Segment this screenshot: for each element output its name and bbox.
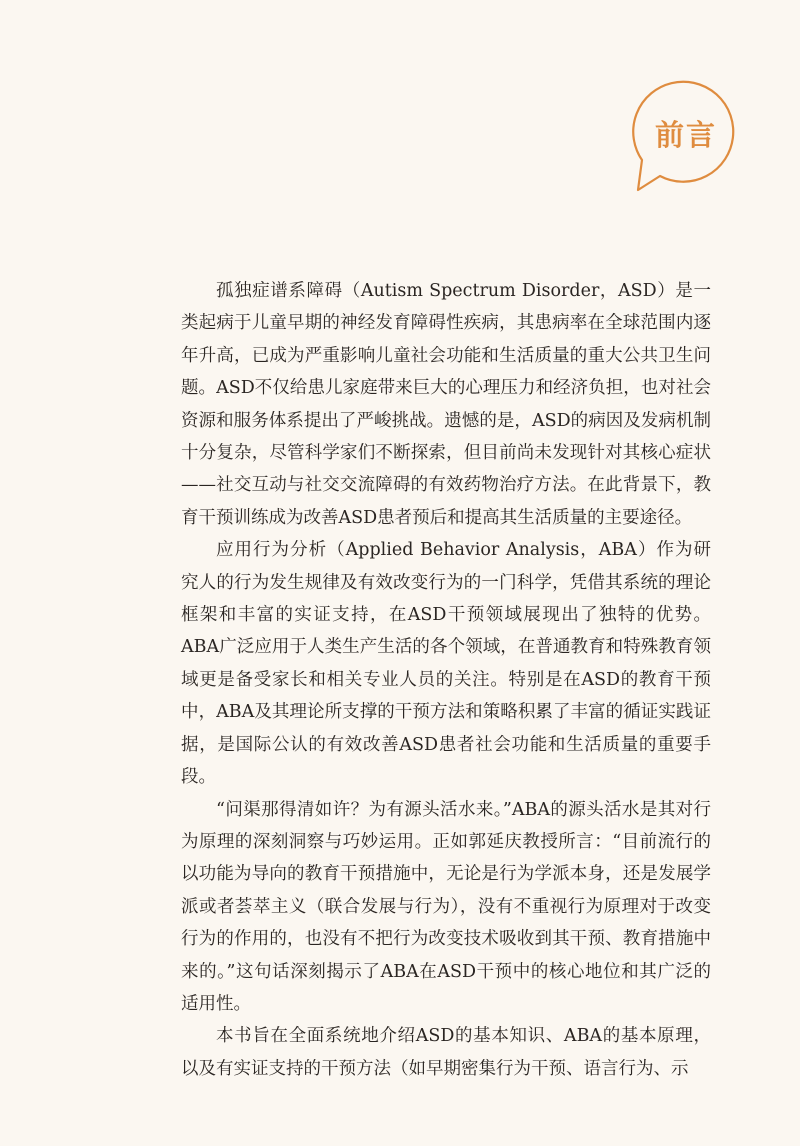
preface-body — [181, 275, 711, 1085]
paragraph: 孤独症谱系障碍（Autism Spectrum Disorder，ASD）是一类起病于儿童早期的神经发育障碍性疾病，其患病率在全球范围内逐年升高，已成为严重影响儿童社会功能和生活质量的重大公共卫生问题。ASD不仅给患儿家庭带来巨大的心理压力和经济负担，也对社会资源和服务体系提出了严峻挑战。遗憾的是，ASD的病因及发病机制十分复杂，尽管科学家们不断探索，但目前尚未发现针对其核心症状——社交互动与社交交流障碍的有效药物治疗方法。在此背景下，教育干预训练成为改善ASD患者预后和提高其生活质量的主要途径。 — [181, 281, 711, 528]
paragraph: “问渠那得清如许？为有源头活水来。”ABA的源头活水是其对行为原理的深刻洞察与巧妙运用。正如郭延庆教授所言：“目前流行的以功能为导向的教育干预措施中，无论是行为学派本身，还是发展学派或者荟萃主义（联合发展与行为），没有不重视行为原理对于改变行为的作用的，也没有不把行为改变技术吸收到其干预、教育措施中来的。”这句话深刻揭示了ABA在ASD干预中的核心地位和其广泛的适用性。 — [181, 799, 711, 1014]
paragraph: 本书旨在全面系统地介绍ASD的基本知识、ABA的基本原理，以及有实证支持的干预方法（如早期密集行为干预、语言行为、示 — [181, 1026, 711, 1079]
page-title: 前言 — [654, 117, 717, 152]
header-badge — [630, 80, 742, 192]
paragraph: 应用行为分析（Applied Behavior Analysis，ABA）作为研究人的行为发生规律及有效改变行为的一门科学，凭借其系统的理论框架和丰富的实证支持，在ASD干预领域展现出了独特的优势。ABA广泛应用于人类生产生活的各个领域，在普通教育和特殊教育领域更是备受家长和相关专业人员的关注。特别是在ASD的教育干预中，ABA及其理论所支撑的干预方法和策略积累了丰富的循证实践证据，是国际公认的有效改善ASD患者社会功能和生活质量的重要手段。 — [181, 540, 711, 788]
